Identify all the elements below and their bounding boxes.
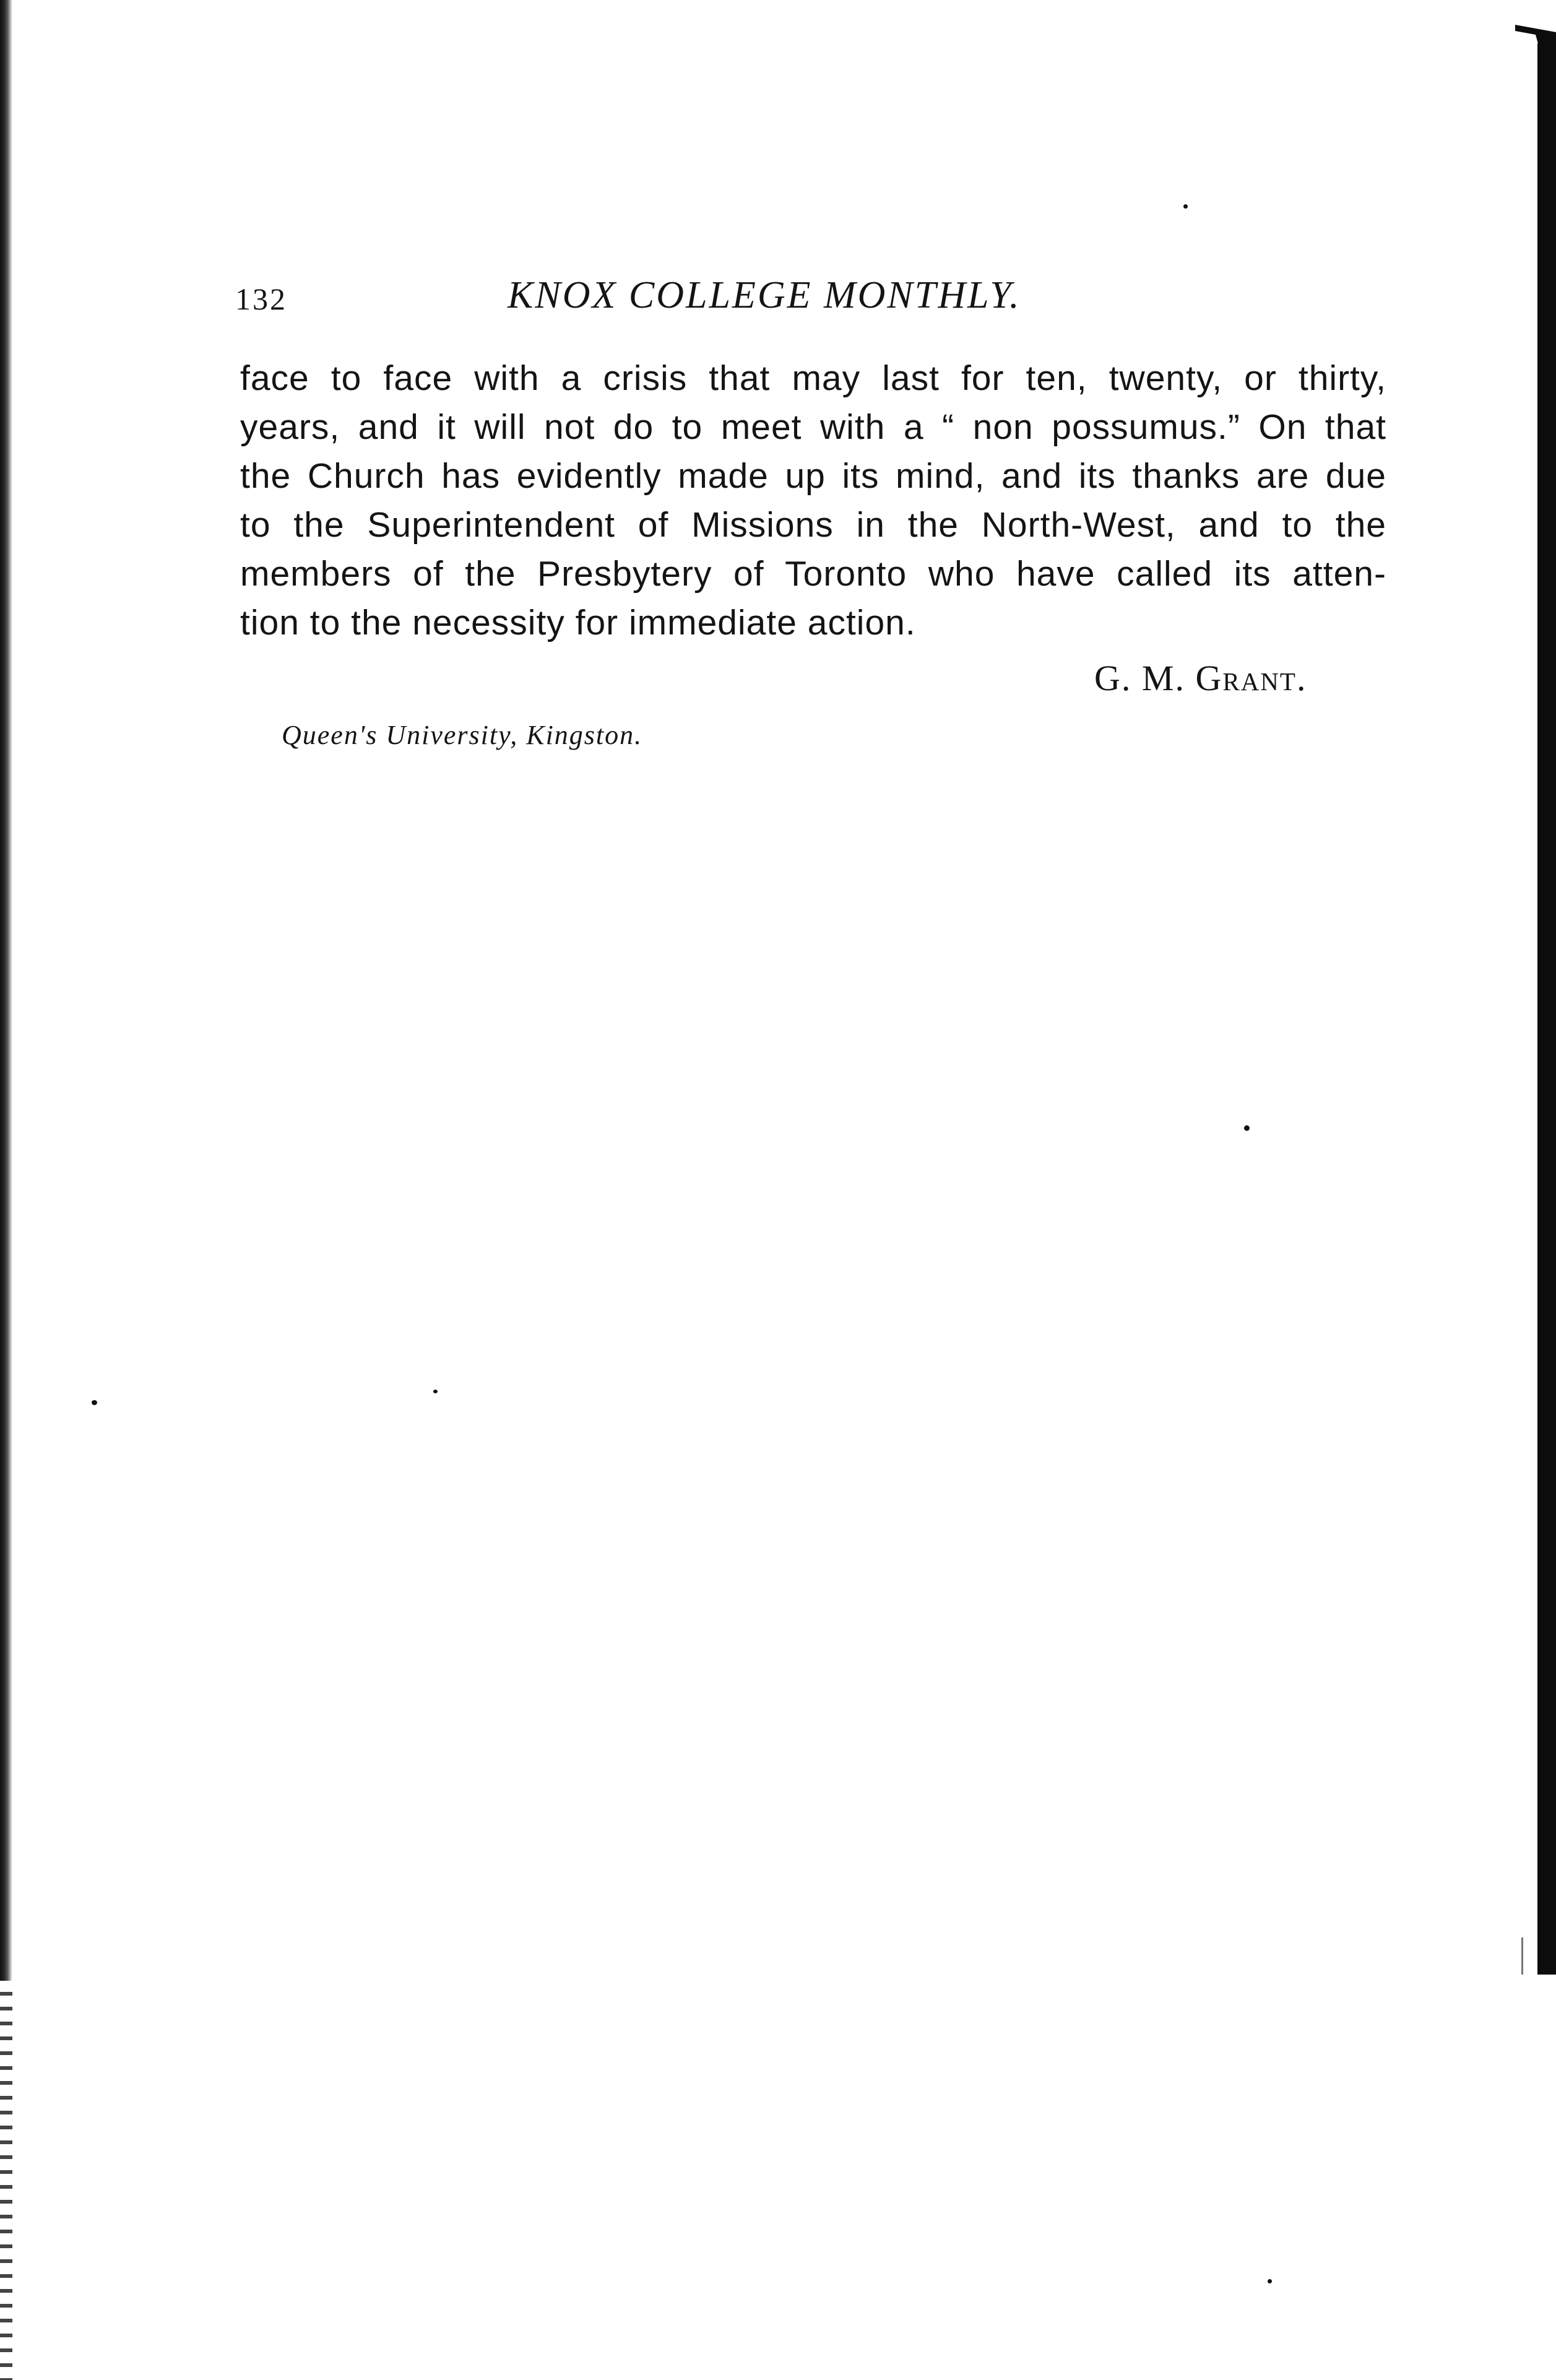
text-line: members of the Presbytery of Toronto who have called its atten- — [240, 554, 1386, 594]
author-initials: G. M. — [1094, 658, 1185, 698]
running-head — [235, 262, 1411, 318]
scan-page-edge — [1515, 19, 1556, 1975]
text-line: tion to the necessity for immediate action. — [240, 603, 916, 643]
author-surname: Grant. — [1195, 658, 1307, 698]
scan-speck — [1183, 204, 1188, 209]
scan-speck — [433, 1390, 438, 1393]
scan-page-edge-line — [1521, 1937, 1523, 1975]
page-number: 132 — [235, 282, 287, 316]
scan-speck — [92, 1400, 97, 1405]
text-line: the Church has evidently made up its mind, and its thanks are due — [240, 456, 1386, 496]
author-affiliation: Queen's University, Kingston. — [282, 720, 643, 750]
text-line: years, and it will not do to meet with a “ non possumus.” On that — [240, 407, 1386, 447]
author-signature — [1094, 657, 1307, 699]
scan-speck — [1268, 2279, 1272, 2283]
scan-speck — [1244, 1125, 1250, 1131]
journal-title: KNOX COLLEGE MONTHLY. — [508, 274, 1021, 316]
text-line: face to face with a crisis that may last for ten, twenty, or thirty, — [240, 358, 1386, 398]
scan-binding-edge — [0, 0, 12, 2380]
text-line: to the Superintendent of Missions in the North-West, and to the — [240, 505, 1386, 545]
scan-page-edge-bar — [1537, 43, 1556, 1975]
body-paragraph — [240, 354, 1386, 647]
